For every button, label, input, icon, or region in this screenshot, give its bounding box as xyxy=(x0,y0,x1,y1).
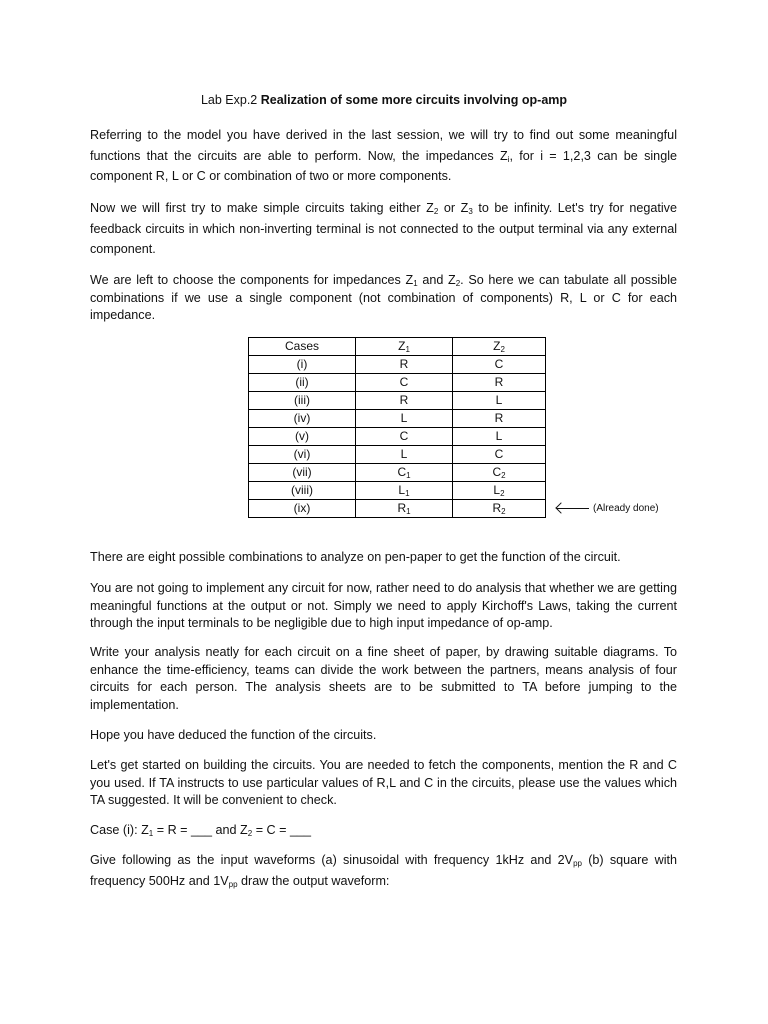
title-bold: Realization of some more circuits involving op-amp xyxy=(260,93,568,107)
header-cell: Cases xyxy=(249,338,356,356)
arrow-left-icon xyxy=(555,502,589,514)
cases-table xyxy=(248,337,546,518)
table-row: (vii) $C_1$ $C_2$ xyxy=(249,464,546,482)
already-done-note xyxy=(555,502,659,514)
paragraph-hope: Hope you have deduced the function of the circuits. xyxy=(90,728,377,742)
table-row: (i) R C xyxy=(249,356,546,374)
paragraph-intro: Referring to the model you have derived in the last session, we will try to find out some meaningful functions that the circuits are able to perform. Now, the impedances $Z_i$, for i = 1,2,3 can be single component R, L or C or combination of two or more components. xyxy=(90,128,677,183)
table-row: (iii) R L xyxy=(249,392,546,410)
table-header-row xyxy=(249,338,546,356)
already-done-label: (Already done) xyxy=(593,502,659,514)
table-row: (v) C L xyxy=(249,428,546,446)
paragraph-combinations: There are eight possible combinations to analyze on pen-paper to get the function of the circuit. xyxy=(90,550,621,564)
paragraph-write-analysis: Write your analysis neatly for each circuit on a fine sheet of paper, by drawing suitable diagrams. To enhance the time-efficiency, teams can divide the work between the partners, means analysis of four circuits for each person. The analysis sheets are to be submitted to TA before jumping to the implementation. xyxy=(90,645,677,712)
page-title xyxy=(0,93,768,107)
paragraph-tabulate: We are left to choose the components for impedances $Z_1$ and $Z_2$. So here we can tabulate all possible combinations if we use a single component (not combination of components) R, L or C for each impedance. xyxy=(90,273,677,322)
table-row: (viii) $L_1$ $L_2$ xyxy=(249,482,546,500)
paragraph-input-waveforms: Give following as the input waveforms (a) sinusoidal with frequency 1kHz and $2V_{pp}$ (b) square with frequency 500Hz and $1V_{pp}$ draw the output waveform: xyxy=(90,853,677,889)
header-cell: $Z_1$ xyxy=(356,338,453,356)
title-prefix: Lab Exp.2 xyxy=(200,93,261,107)
paragraph-get-started: Let's get started on building the circuits. You are needed to fetch the components, mention the R and C you used. If TA instructs to use particular values of R,L and C in the circuits, please use the values which TA suggested. It will be convenient to check. xyxy=(90,758,677,807)
table-row: (vi) L C xyxy=(249,446,546,464)
table-row: (iv) L R xyxy=(249,410,546,428)
table-row: (ix) $R_1$ $R_2$ xyxy=(249,500,546,518)
paragraph-negative-feedback: Now we will first try to make simple circuits taking either $Z_2$ or $Z_3$ to be infinity. Let's try for negative feedback circuits in which non-inverting terminal is not connected to the output terminal via any external component. xyxy=(90,201,677,256)
paragraph-case-i: Case (i): $Z_1 = R$ = ___ and $Z_2 = C$ = ___ xyxy=(90,823,312,838)
table-row: (ii) C R xyxy=(249,374,546,392)
header-cell: $Z_2$ xyxy=(453,338,546,356)
paragraph-analysis: You are not going to implement any circuit for now, rather need to do analysis that whether we are getting meaningful functions at the output or not. Simply we need to apply Kirchoff's Laws, taking the current through the input terminals to be negligible due to high input impedance of op-amp. xyxy=(90,581,677,630)
